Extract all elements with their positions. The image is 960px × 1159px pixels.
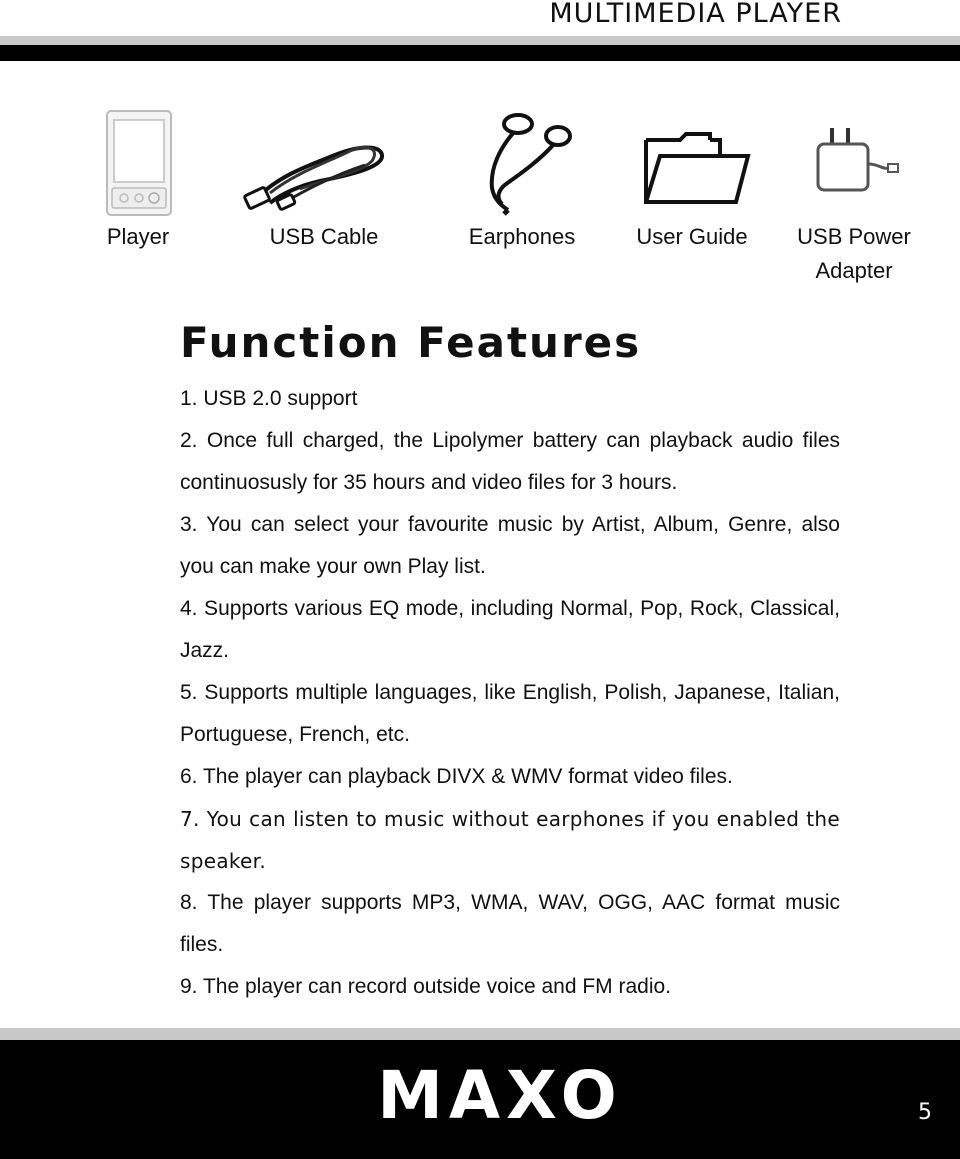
header-rule-grey bbox=[0, 36, 960, 45]
earphones-icon bbox=[470, 108, 580, 216]
media-player-icon bbox=[104, 108, 174, 218]
feature-item: 6. The player can playback DIVX & WMV format video files. bbox=[180, 765, 733, 788]
accessory-label-player: Player bbox=[106, 224, 170, 249]
feature-item: 5. Supports multiple languages, like English, Polish, Japanese, Italian, Portuguese, French, etc. bbox=[180, 681, 840, 746]
feature-item: 4. Supports various EQ mode, including Normal, Pop, Rock, Classical, Jazz. bbox=[180, 597, 840, 662]
brand-logo: MAXO bbox=[377, 1057, 623, 1134]
folder-icon bbox=[640, 130, 752, 206]
feature-item: 9. The player can record outside voice and FM radio. bbox=[180, 975, 672, 998]
header-title: MULTIMEDIA PLAYER bbox=[549, 0, 842, 29]
feature-item: 8. The player supports MP3, WMA, WAV, OGG, AAC format music files. bbox=[180, 891, 840, 956]
accessory-label-power-adapter bbox=[796, 220, 912, 288]
feature-item: 1. USB 2.0 support bbox=[180, 387, 358, 410]
accessory-label-usb-cable: USB Cable bbox=[269, 224, 379, 249]
usb-cable-icon bbox=[240, 135, 390, 215]
feature-item: 3. You can select your favourite music by Artist, Album, Genre, also you can make your own Play list. bbox=[180, 513, 840, 578]
footer-rule-grey bbox=[0, 1028, 960, 1040]
feature-item: 7. You can listen to music without earphones if you enabled the speaker. bbox=[180, 807, 840, 873]
accessory-label-power-adapter-line1: USB Power bbox=[797, 224, 911, 249]
feature-item: 2. Once full charged, the Lipolymer battery can playback audio files continuosusly for 35 hours and video files for 3 hours. bbox=[180, 429, 840, 494]
accessory-label-user-guide: User Guide bbox=[636, 224, 748, 249]
power-adapter-icon bbox=[810, 124, 902, 194]
header-rule-black bbox=[0, 45, 960, 61]
page-number: 5 bbox=[918, 1100, 932, 1125]
accessory-label-power-adapter-line2: Adapter bbox=[815, 258, 893, 283]
accessory-label-earphones: Earphones bbox=[468, 224, 576, 249]
features-list bbox=[180, 378, 840, 1008]
function-features-heading: Function Features bbox=[180, 318, 642, 367]
